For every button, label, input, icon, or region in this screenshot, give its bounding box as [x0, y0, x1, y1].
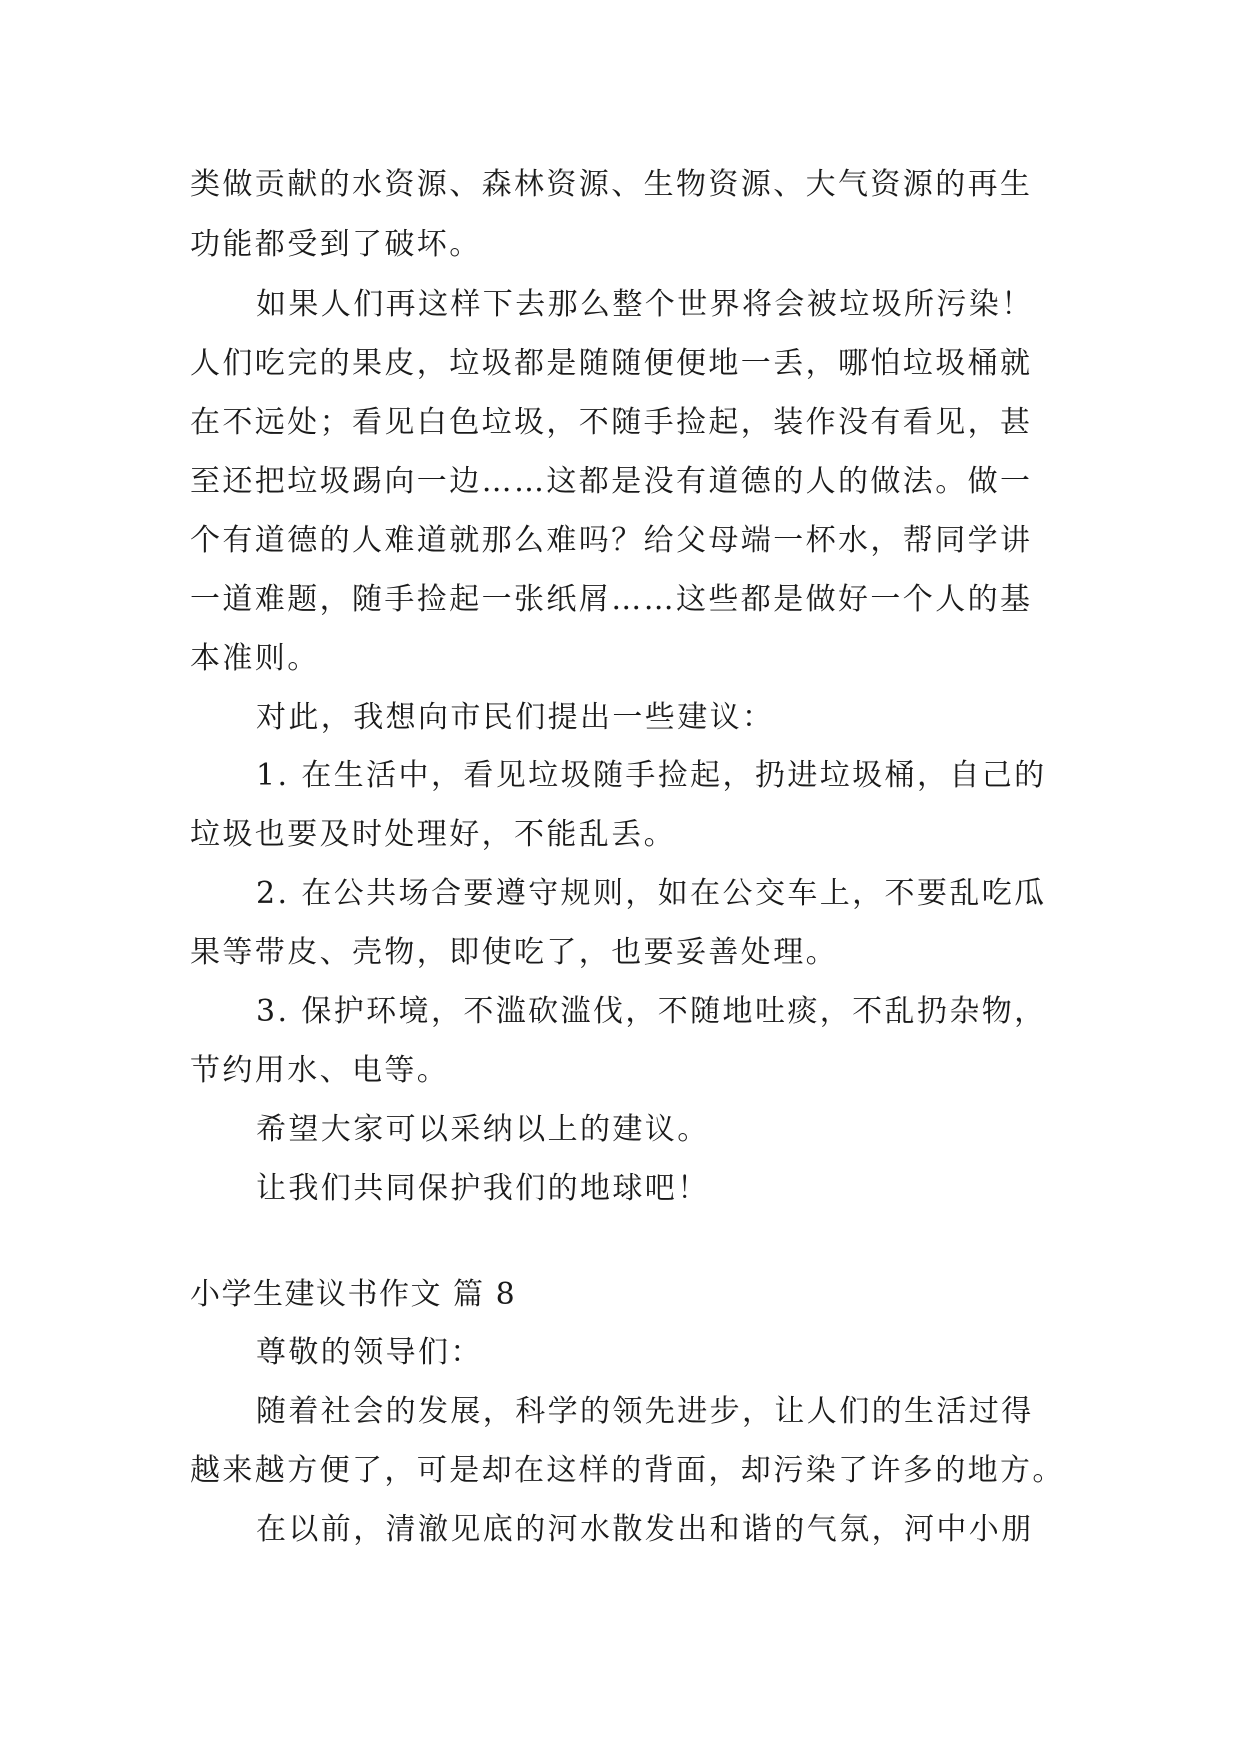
paragraph-start: 希望大家可以采纳以上的建议。: [256, 1112, 710, 1147]
paragraph-start: 如果人们再这样下去那么整个世界将会被垃圾所污染！: [256, 287, 1034, 322]
text-line: 节约用水、电等。: [190, 1053, 450, 1088]
text-line: 人们吃完的果皮，垃圾都是随随便便地一丢，哪怕垃圾桶就: [190, 346, 1033, 381]
text-line: 类做贡献的水资源、森林资源、生物资源、大气资源的再生: [190, 167, 1033, 202]
list-item-2: 2. 在公共场合要遵守规则，如在公交车上，不要乱吃瓜: [256, 876, 1047, 911]
text-line: 垃圾也要及时处理好，不能乱丢。: [190, 817, 676, 852]
section-heading: 小学生建议书作文 篇 8: [190, 1277, 517, 1312]
text-line: 功能都受到了破坏。: [190, 227, 482, 262]
text-line: 本准则。: [190, 641, 320, 676]
salutation: 尊敬的领导们：: [256, 1335, 483, 1370]
text-line: 个有道德的人难道就那么难吗？给父母端一杯水，帮同学讲: [190, 523, 1033, 558]
list-item-1: 1. 在生活中，看见垃圾随手捡起，扔进垃圾桶，自己的: [256, 758, 1047, 793]
paragraph-start: 随着社会的发展，科学的领先进步，让人们的生活过得: [256, 1394, 1034, 1429]
paragraph-start: 让我们共同保护我们的地球吧！: [256, 1171, 710, 1206]
paragraph-start: 在以前，清澈见底的河水散发出和谐的气氛，河中小朋: [256, 1512, 1034, 1547]
list-item-3: 3. 保护环境，不滥砍滥伐，不随地吐痰，不乱扔杂物，: [256, 994, 1047, 1029]
text-line: 在不远处；看见白色垃圾，不随手捡起，装作没有看见，甚: [190, 405, 1033, 440]
paragraph-start: 对此，我想向市民们提出一些建议：: [256, 700, 775, 735]
text-line: 至还把垃圾踢向一边……这都是没有道德的人的做法。做一: [190, 464, 1033, 499]
text-line: 越来越方便了，可是却在这样的背面，却污染了许多的地方。: [190, 1453, 1065, 1488]
text-line: 果等带皮、壳物，即使吃了，也要妥善处理。: [190, 935, 838, 970]
text-line: 一道难题，随手捡起一张纸屑……这些都是做好一个人的基: [190, 582, 1033, 617]
